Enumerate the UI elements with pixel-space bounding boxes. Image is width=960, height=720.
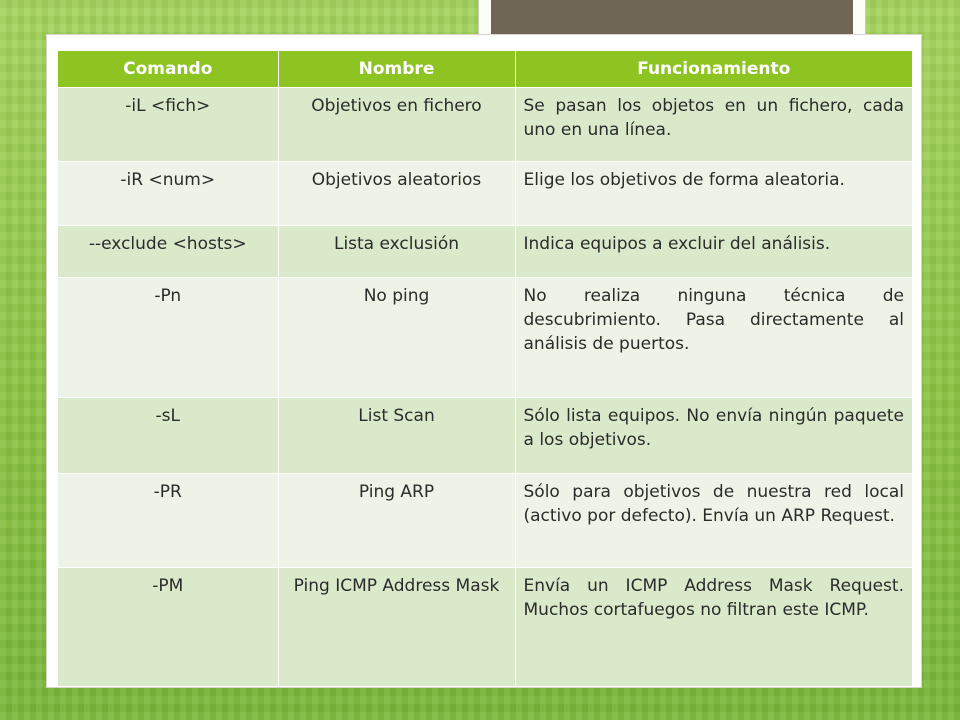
commands-table <box>58 51 912 686</box>
table-row <box>58 226 912 278</box>
cell-name: Objetivos en fichero <box>278 88 515 162</box>
cell-description: Envía un ICMP Address Mask Request. Muchos cortafuegos no filtran este ICMP. <box>515 568 912 686</box>
cell-command: -PM <box>58 568 278 686</box>
cell-description: Se pasan los objetos en un fichero, cada uno en una línea. <box>515 88 912 162</box>
header-funcionamiento: Funcionamiento <box>515 51 912 88</box>
cell-name: Ping ICMP Address Mask <box>278 568 515 686</box>
cell-command: -iR <num> <box>58 162 278 226</box>
cell-name: Ping ARP <box>278 474 515 568</box>
cell-command: -Pn <box>58 278 278 398</box>
header-nombre: Nombre <box>278 51 515 88</box>
cell-command: -sL <box>58 398 278 474</box>
table-header-row <box>58 51 912 88</box>
cell-description: Indica equipos a excluir del análisis. <box>515 226 912 278</box>
cell-command: -PR <box>58 474 278 568</box>
cell-description: Sólo para objetivos de nuestra red local (activo por defecto). Envía un ARP Request. <box>515 474 912 568</box>
header-comando: Comando <box>58 51 278 88</box>
cell-command: -iL <fich> <box>58 88 278 162</box>
table-row <box>58 568 912 686</box>
cell-description: Elige los objetivos de forma aleatoria. <box>515 162 912 226</box>
cell-description: No realiza ninguna técnica de descubrimiento. Pasa directamente al análisis de puertos. <box>515 278 912 398</box>
table-row <box>58 162 912 226</box>
cell-command: --exclude <hosts> <box>58 226 278 278</box>
table-row <box>58 88 912 162</box>
cell-name: Objetivos aleatorios <box>278 162 515 226</box>
cell-name: No ping <box>278 278 515 398</box>
cell-name: Lista exclusión <box>278 226 515 278</box>
cell-description: Sólo lista equipos. No envía ningún paquete a los objetivos. <box>515 398 912 474</box>
slide-content-area <box>46 34 922 688</box>
table-row <box>58 474 912 568</box>
table-row <box>58 398 912 474</box>
table-row <box>58 278 912 398</box>
cell-name: List Scan <box>278 398 515 474</box>
